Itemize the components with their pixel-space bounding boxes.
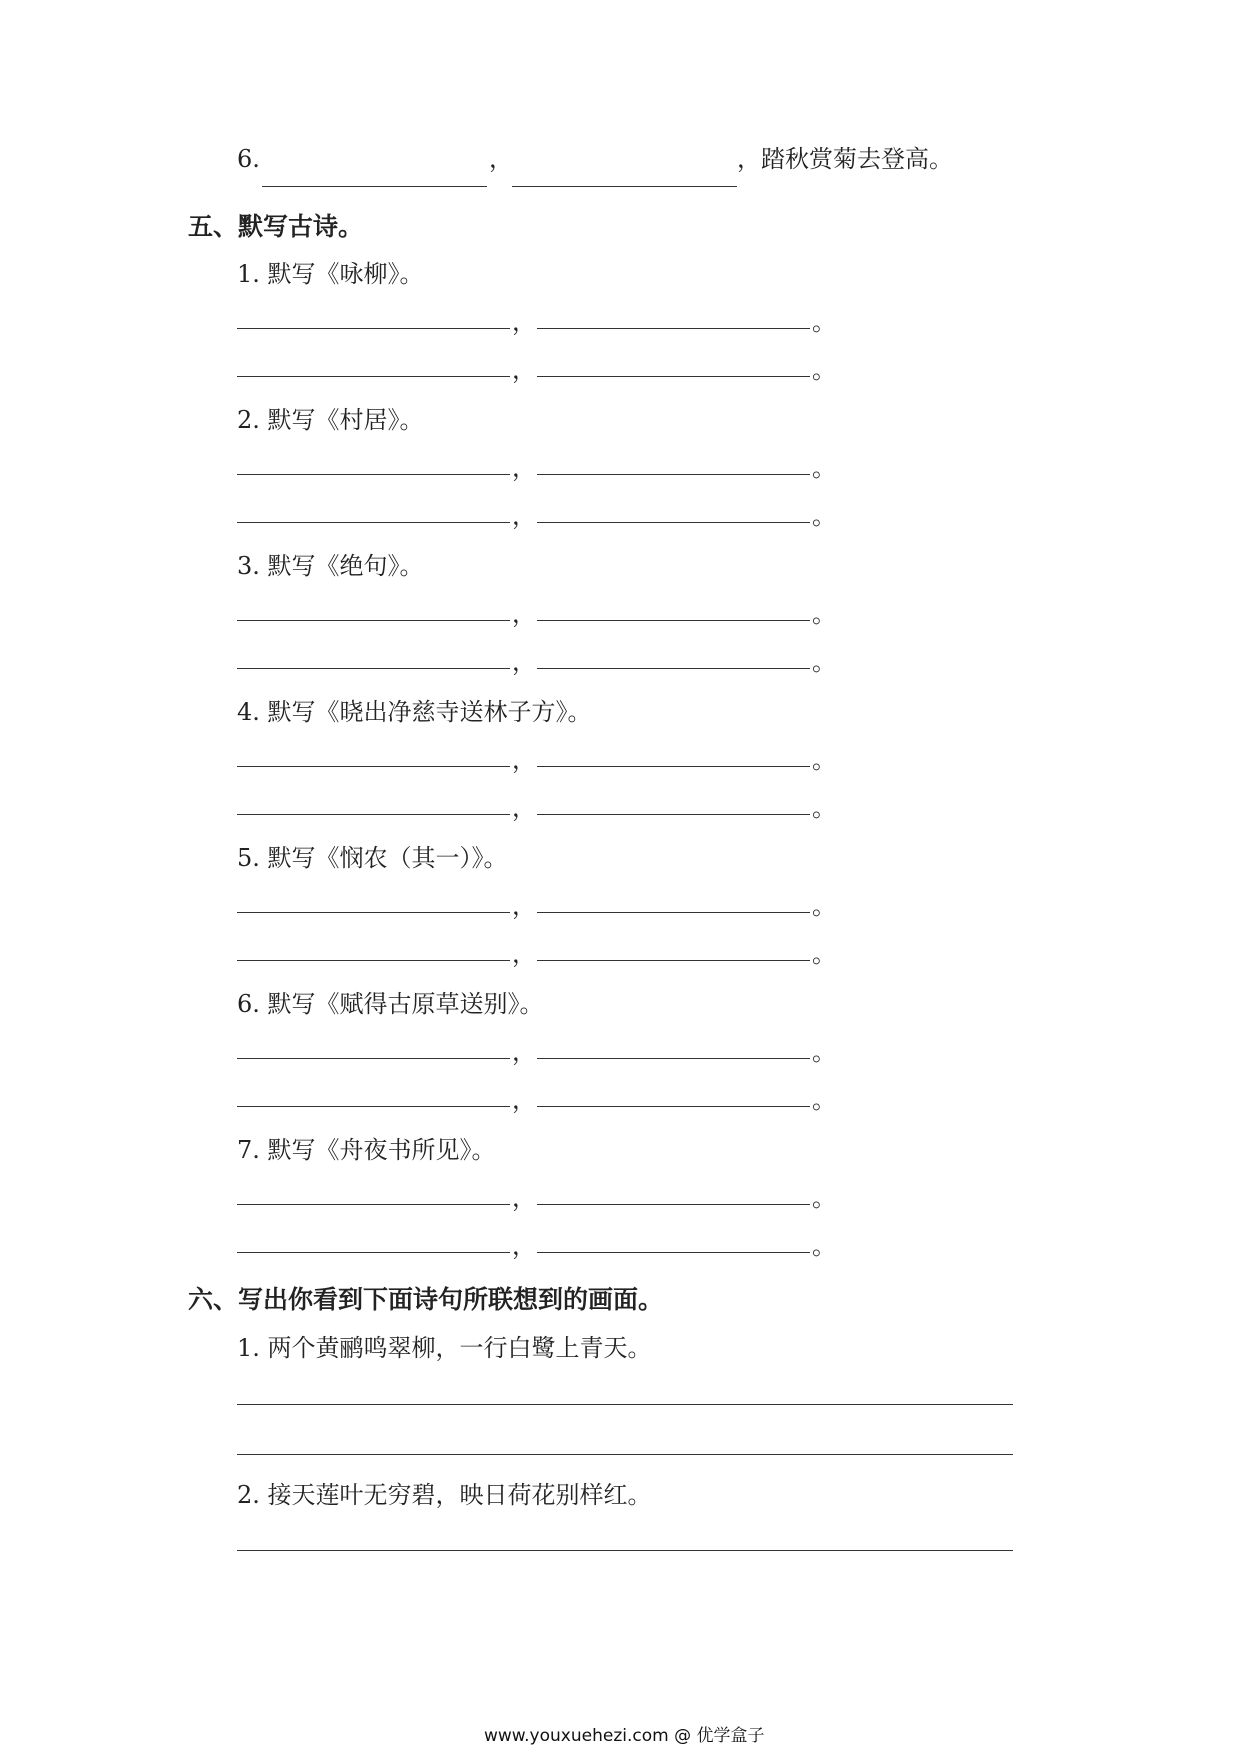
period: 。 — [812, 648, 836, 676]
period: 。 — [812, 1038, 836, 1066]
period: 。 — [812, 454, 836, 482]
answer-blank[interactable] — [237, 766, 510, 767]
comma: ， — [512, 794, 536, 822]
period: 。 — [812, 356, 836, 384]
period: 。 — [812, 308, 836, 336]
picture-item-label: 2. 接天莲叶无穷碧，映日荷花别样红。 — [237, 1481, 652, 1509]
comma: ， — [512, 1086, 536, 1114]
period: 。 — [812, 1184, 836, 1212]
answer-line[interactable] — [237, 1454, 1013, 1455]
period: 。 — [812, 794, 836, 822]
answer-blank[interactable] — [537, 474, 810, 475]
comma: ， — [489, 145, 513, 173]
answer-blank[interactable] — [537, 766, 810, 767]
poem-item-label: 3. 默写《绝句》。 — [237, 552, 424, 580]
comma: ， — [512, 892, 536, 920]
answer-blank[interactable] — [237, 620, 510, 621]
answer-blank[interactable] — [237, 1252, 510, 1253]
answer-blank[interactable] — [262, 186, 487, 187]
fill-item-number: 6. — [237, 145, 260, 173]
answer-blank[interactable] — [237, 328, 510, 329]
answer-blank[interactable] — [537, 376, 810, 377]
poem-item-label: 6. 默写《赋得古原草送别》。 — [237, 990, 544, 1018]
comma: ， — [512, 454, 536, 482]
section-title: 六、写出你看到下面诗句所联想到的画面。 — [188, 1285, 664, 1314]
answer-line[interactable] — [237, 1404, 1013, 1405]
answer-blank[interactable] — [237, 376, 510, 377]
poem-item-label: 7. 默写《舟夜书所见》。 — [237, 1136, 496, 1164]
answer-blank[interactable] — [537, 1204, 810, 1205]
comma: ， — [512, 356, 536, 384]
comma: ， — [512, 1184, 536, 1212]
poem-item-label: 4. 默写《晓出净慈寺送林子方》。 — [237, 698, 592, 726]
answer-blank[interactable] — [537, 814, 810, 815]
answer-blank[interactable] — [237, 1058, 510, 1059]
period: 。 — [812, 746, 836, 774]
answer-blank[interactable] — [537, 912, 810, 913]
answer-blank[interactable] — [537, 522, 810, 523]
period: 。 — [812, 502, 836, 530]
poem-item-label: 1. 默写《咏柳》。 — [237, 260, 424, 288]
period: 。 — [812, 600, 836, 628]
answer-blank[interactable] — [537, 668, 810, 669]
answer-blank[interactable] — [237, 912, 510, 913]
answer-blank[interactable] — [237, 522, 510, 523]
answer-blank[interactable] — [237, 1204, 510, 1205]
answer-blank[interactable] — [237, 668, 510, 669]
poem-item-label: 2. 默写《村居》。 — [237, 406, 424, 434]
comma: ， — [512, 502, 536, 530]
answer-blank[interactable] — [537, 960, 810, 961]
answer-blank[interactable] — [237, 960, 510, 961]
period: 。 — [812, 1232, 836, 1260]
comma: ， — [512, 648, 536, 676]
answer-blank[interactable] — [537, 620, 810, 621]
comma: ， — [512, 1232, 536, 1260]
period: 。 — [812, 892, 836, 920]
comma: ， — [512, 940, 536, 968]
footer-watermark: www.youxuehezi.com @ 优学盒子 — [484, 1726, 765, 1746]
answer-blank[interactable] — [512, 186, 737, 187]
fill-item-tail: ，踏秋赏菊去登高。 — [737, 145, 953, 173]
period: 。 — [812, 940, 836, 968]
answer-blank[interactable] — [237, 814, 510, 815]
answer-blank[interactable] — [537, 1058, 810, 1059]
picture-item-label: 1. 两个黄鹂鸣翠柳，一行白鹭上青天。 — [237, 1334, 652, 1362]
comma: ， — [512, 1038, 536, 1066]
comma: ， — [512, 746, 536, 774]
answer-line[interactable] — [237, 1550, 1013, 1551]
section-title: 五、默写古诗。 — [188, 212, 364, 241]
answer-blank[interactable] — [237, 1106, 510, 1107]
poem-item-label: 5. 默写《悯农（其一）》。 — [237, 844, 508, 872]
comma: ， — [512, 308, 536, 336]
period: 。 — [812, 1086, 836, 1114]
answer-blank[interactable] — [237, 474, 510, 475]
answer-blank[interactable] — [537, 328, 810, 329]
answer-blank[interactable] — [537, 1252, 810, 1253]
comma: ， — [512, 600, 536, 628]
answer-blank[interactable] — [537, 1106, 810, 1107]
